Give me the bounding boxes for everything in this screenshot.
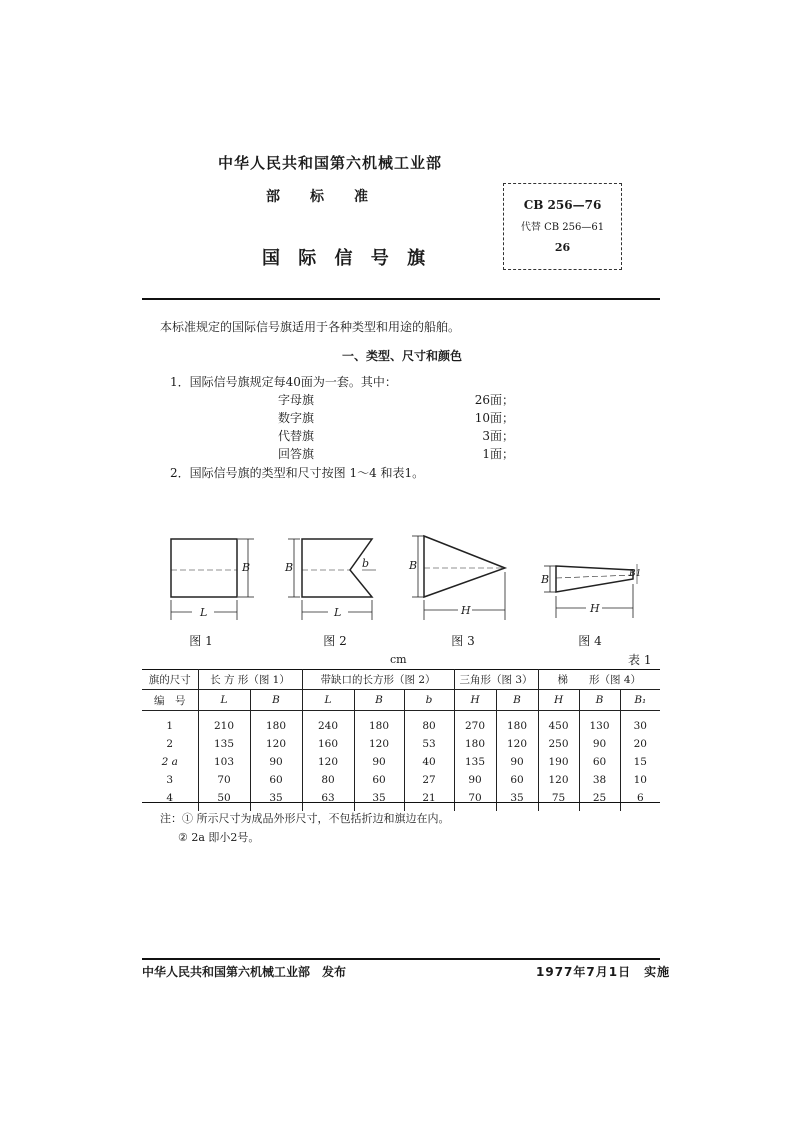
table-cell: 250 <box>538 735 579 753</box>
column-header: H <box>538 690 579 711</box>
table-cell: 38 <box>579 771 620 789</box>
row-number: 4 <box>166 792 174 804</box>
dimension-H: H <box>590 602 600 615</box>
dimension-L: L <box>334 606 342 619</box>
group-header: 带缺口的长方形（图 2） <box>302 669 454 690</box>
table-cell: 210 <box>198 711 250 736</box>
table-cell: 135 <box>454 753 496 771</box>
dimension-B: B <box>541 573 550 586</box>
table-cell: 120 <box>302 753 354 771</box>
flag-type-name: 数字旗 <box>278 411 315 425</box>
table-cell: 27 <box>404 771 454 789</box>
table-cell: 35 <box>354 789 404 811</box>
table-cell: 40 <box>404 753 454 771</box>
dimension-H: H <box>461 604 471 617</box>
note-2: ② 2a 即小2号。 <box>178 831 260 844</box>
flag-type-count: 3面； <box>482 429 514 443</box>
figure-1-rectangle <box>171 539 254 620</box>
dimension-B1: B1 <box>629 569 642 579</box>
flag-type-count: 10面； <box>474 411 514 425</box>
dimension-B: B <box>409 559 418 572</box>
table-cell: 80 <box>404 711 454 736</box>
dimension-L: L <box>200 606 208 619</box>
section-heading: 一、类型、尺寸和颜色 <box>342 349 463 363</box>
standard-code: CB 256—76 <box>523 198 602 212</box>
footer-publisher: 中华人民共和国第六机械工业部 发布 <box>142 965 347 979</box>
table-row <box>142 789 660 811</box>
table-cell: 120 <box>250 735 302 753</box>
dimension-B: B <box>285 561 294 574</box>
table-cell: 60 <box>250 771 302 789</box>
table-cell: 103 <box>198 753 250 771</box>
column-header: B <box>250 690 302 711</box>
table-cell: 180 <box>454 735 496 753</box>
table-cell: 130 <box>579 711 620 736</box>
table-cell: 63 <box>302 789 354 811</box>
row-number: 2 a <box>161 756 178 768</box>
table-group-header <box>142 669 660 690</box>
table-notes <box>160 809 450 847</box>
figure-4-caption: 图 4 <box>578 634 602 648</box>
table-cell: 10 <box>620 771 660 789</box>
figure-1-caption: 图 1 <box>189 634 213 648</box>
dimension-B: B <box>242 561 251 574</box>
table-cell: 50 <box>198 789 250 811</box>
corner-bottom-label: 编 号 <box>142 690 198 711</box>
corner-top-label: 旗的尺寸 <box>142 669 198 690</box>
column-header: b <box>404 690 454 711</box>
standard-code-box <box>503 183 622 270</box>
document-title: 国 际 信 号 旗 <box>262 248 432 269</box>
flag-dimension-table <box>142 669 660 811</box>
table-cell: 80 <box>302 771 354 789</box>
table-bottom-rule <box>142 802 660 803</box>
standard-char: 准 <box>354 189 368 205</box>
table-row <box>142 711 660 736</box>
column-header: H <box>454 690 496 711</box>
table-cell: 180 <box>250 711 302 736</box>
table-cell: 190 <box>538 753 579 771</box>
figure-3-triangle <box>408 536 505 620</box>
table-cell: 60 <box>354 771 404 789</box>
clause-2: 2．国际信号旗的类型和尺寸按图 1～4 和表1。 <box>170 466 425 480</box>
standard-type-label <box>266 186 398 206</box>
flag-shape-figures <box>140 526 660 626</box>
intro-paragraph: 本标准规定的国际信号旗适用于各种类型和用途的船舶。 <box>160 320 461 334</box>
table-cell: 450 <box>538 711 579 736</box>
table-sub-header <box>142 690 660 711</box>
table-cell: 90 <box>354 753 404 771</box>
table-cell: 120 <box>496 735 538 753</box>
column-header: B <box>354 690 404 711</box>
figure-2-notched-rectangle <box>284 539 376 620</box>
footer-divider <box>142 958 660 960</box>
table-cell: 90 <box>579 735 620 753</box>
row-number: 3 <box>166 774 174 786</box>
table-cell: 160 <box>302 735 354 753</box>
table-number: 表 1 <box>628 653 652 667</box>
column-header: L <box>302 690 354 711</box>
flag-type-count: 1面； <box>482 447 514 461</box>
table-cell: 53 <box>404 735 454 753</box>
column-header: B₁ <box>620 690 660 711</box>
table-cell: 120 <box>538 771 579 789</box>
column-header: B <box>579 690 620 711</box>
figure-4-trapezoid <box>540 564 641 618</box>
table-cell: 270 <box>454 711 496 736</box>
dimension-notch-b: b <box>362 557 370 570</box>
page-number: 26 <box>554 241 571 254</box>
standard-char: 部 <box>266 189 280 205</box>
table-cell: 21 <box>404 789 454 811</box>
table-cell: 60 <box>496 771 538 789</box>
group-header: 三角形（图 3） <box>454 669 538 690</box>
group-header: 梯 形（图 4） <box>538 669 660 690</box>
table-row <box>142 771 660 789</box>
table-unit: cm <box>390 653 407 666</box>
table-cell: 60 <box>579 753 620 771</box>
table-cell: 90 <box>454 771 496 789</box>
footer-effective-date: 1977年7月1日 实施 <box>536 965 671 979</box>
column-header: L <box>198 690 250 711</box>
table-cell: 90 <box>250 753 302 771</box>
table-row <box>142 735 660 753</box>
table-cell: 6 <box>620 789 660 811</box>
flag-type-count: 26面； <box>474 393 514 407</box>
clause-1: 1．国际信号旗规定每40面为一套。其中： <box>170 375 397 389</box>
issuing-ministry: 中华人民共和国第六机械工业部 <box>218 154 443 172</box>
flag-type-name: 字母旗 <box>278 393 315 407</box>
table-cell: 180 <box>354 711 404 736</box>
table-cell: 35 <box>250 789 302 811</box>
note-1: 注：① 所示尺寸为成品外形尺寸，不包括折边和旗边在内。 <box>160 812 450 825</box>
header-divider <box>142 298 660 300</box>
table-cell: 30 <box>620 711 660 736</box>
figure-3-caption: 图 3 <box>451 634 475 648</box>
group-header: 长 方 形（图 1） <box>198 669 302 690</box>
row-number: 1 <box>166 720 174 732</box>
table-cell: 135 <box>198 735 250 753</box>
table-cell: 35 <box>496 789 538 811</box>
table-cell: 90 <box>496 753 538 771</box>
table-cell: 25 <box>579 789 620 811</box>
figure-2-caption: 图 2 <box>323 634 347 648</box>
table-cell: 120 <box>354 735 404 753</box>
column-header: B <box>496 690 538 711</box>
table-cell: 240 <box>302 711 354 736</box>
table-cell: 70 <box>454 789 496 811</box>
table-cell: 180 <box>496 711 538 736</box>
row-number: 2 <box>166 738 174 750</box>
table-cell: 70 <box>198 771 250 789</box>
table-row <box>142 753 660 771</box>
flag-type-name: 回答旗 <box>278 447 315 461</box>
replaces-code: 代替 CB 256—61 <box>520 222 605 233</box>
table-cell: 20 <box>620 735 660 753</box>
table-cell: 75 <box>538 789 579 811</box>
table-cell: 15 <box>620 753 660 771</box>
standard-char: 标 <box>310 189 324 205</box>
flag-type-name: 代替旗 <box>278 429 315 443</box>
